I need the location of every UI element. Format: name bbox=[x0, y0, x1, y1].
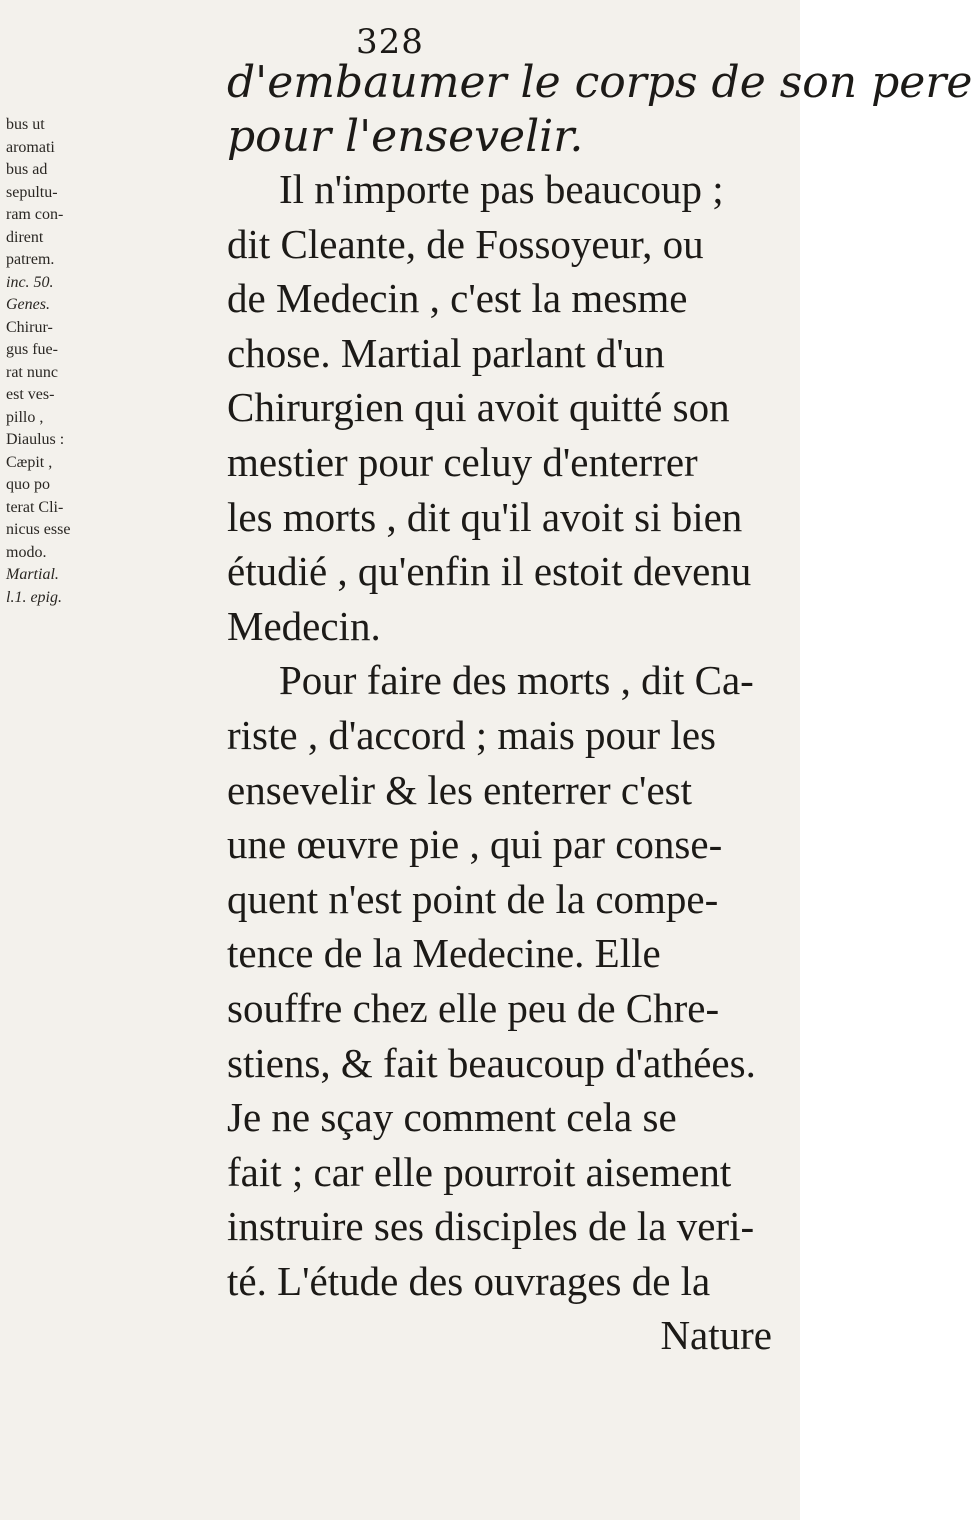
margin-note-line: nicus esse bbox=[6, 521, 71, 538]
margin-note-line: patrem. bbox=[6, 251, 55, 268]
margin-note-line: est ves- bbox=[6, 386, 55, 403]
running-head-line: d'embaumer le corps de son pere bbox=[227, 57, 972, 108]
text-line: souffre chez elle peu de Chre- bbox=[227, 984, 720, 1031]
text-line: quent n'est point de la compe- bbox=[227, 875, 719, 922]
text-line: une œuvre pie , qui par conse- bbox=[227, 821, 723, 868]
text-line: dit Cleante, de Fossoyeur, ou bbox=[227, 220, 704, 267]
text-line: chose. Martial parlant d'un bbox=[227, 329, 665, 376]
text-line: les morts , dit qu'il avoit si bien bbox=[227, 493, 743, 540]
margin-note-line: modo. bbox=[6, 543, 47, 561]
margin-note-line: sepultu- bbox=[6, 183, 58, 201]
margin-note-line: ram con- bbox=[6, 206, 64, 223]
margin-note-line: Genes. bbox=[6, 296, 50, 313]
body-text bbox=[227, 162, 782, 1363]
margin-note-line: bus ut bbox=[6, 116, 45, 133]
margin-note-line: bus ad bbox=[6, 161, 48, 178]
margin-note-line: Chirur- bbox=[6, 318, 53, 336]
text-line: Chirurgien qui avoit quitté son bbox=[227, 384, 730, 431]
text-line: fait ; car elle pourroit aisement bbox=[227, 1148, 732, 1195]
margin-note-line: Cæpit , bbox=[6, 453, 53, 471]
text-line: Medecin. bbox=[227, 602, 381, 649]
running-head-line: pour l'ensevelir. bbox=[227, 111, 584, 162]
text-line: Pour faire des morts , dit Ca- bbox=[279, 657, 754, 704]
page-number: 328 bbox=[356, 22, 424, 62]
margin-note-line: Martial. bbox=[6, 566, 59, 583]
text-line: de Medecin , c'est la mesme bbox=[227, 275, 688, 322]
text-line: Je ne sçay comment cela se bbox=[227, 1094, 677, 1141]
text-line: té. L'étude des ouvrages de la bbox=[227, 1257, 711, 1304]
margin-note-line: quo po bbox=[6, 476, 50, 493]
text-line: instruire ses disciples de la veri- bbox=[227, 1203, 755, 1250]
text-line: ensevelir & les enterrer c'est bbox=[227, 766, 692, 813]
margin-note-line: gus fue- bbox=[6, 341, 58, 358]
text-line: riste , d'accord ; mais pour les bbox=[227, 711, 716, 758]
running-head bbox=[227, 56, 972, 164]
margin-note bbox=[6, 114, 96, 609]
text-line: Il n'importe pas beaucoup ; bbox=[279, 166, 724, 212]
margin-note-line: inc. 50. bbox=[6, 273, 54, 291]
margin-note-line: aromati bbox=[6, 138, 55, 156]
margin-note-line: rat nunc bbox=[6, 363, 58, 381]
margin-note-line: dirent bbox=[6, 228, 44, 246]
text-line: étudié , qu'enfin il estoit devenu bbox=[227, 548, 752, 595]
text-line: stiens, & fait beaucoup d'athées. bbox=[227, 1039, 756, 1086]
catchword: Nature bbox=[660, 1312, 772, 1359]
text-line: mestier pour celuy d'enterrer bbox=[227, 438, 698, 485]
margin-note-line: pillo , bbox=[6, 408, 44, 426]
margin-note-line: l.1. epig. bbox=[6, 588, 62, 606]
text-line: tence de la Medecine. Elle bbox=[227, 930, 661, 977]
margin-note-line: terat Cli- bbox=[6, 498, 64, 516]
margin-note-line: Diaulus : bbox=[6, 431, 65, 448]
